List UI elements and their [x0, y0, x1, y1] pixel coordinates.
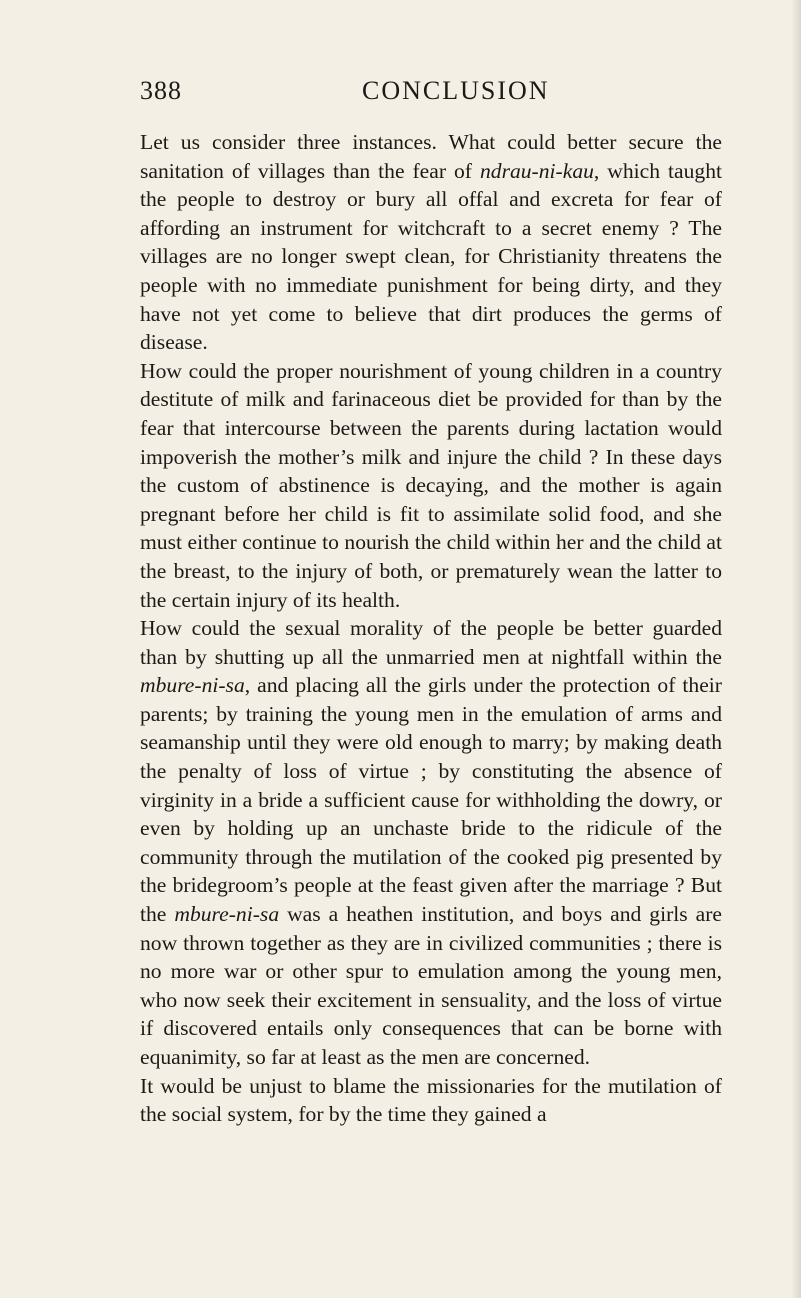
italic-term: mbure-ni-sa — [174, 902, 280, 927]
paragraph-morality — [140, 614, 722, 1072]
paragraph-missionaries: It would be unjust to blame the missionaries for the mutilation of the social system, for by the time they gained a — [140, 1073, 722, 1127]
paragraph-text: Let us consider three instances. What could better secure the sanitation of villages than the fear of — [140, 130, 722, 183]
paragraph-sanitation — [140, 128, 722, 357]
italic-term: ndrau-ni-kau — [479, 158, 594, 183]
paragraph-text: was a heathen institution, and boys and girls are now thrown together as they are in civilized communities ; there is no more war or other spur to emulation among the young men, who now seek their excitement in sensuality, and the loss of virtue if discovered entails only consequences that can be borne with equanimity, so far at least as the men are concerned. — [140, 902, 723, 1069]
paragraph-text: How could the sexual morality of the people be better guarded than by shutting up all the unmarried men at nightfall within the — [140, 616, 722, 669]
page-number: 388 — [140, 76, 182, 105]
page-edge-shadow — [791, 0, 801, 1298]
body-text — [140, 128, 722, 1129]
running-title: CONCLUSION — [362, 76, 550, 105]
paragraph-nourishment: How could the proper nourishment of young children in a country destitute of milk and farinaceous diet be provided for than by the fear that intercourse between the parents during lactation would impoverish the mother’s milk and injure the child ? In these days the custom of abstinence is decaying, and the mother is again pregnant before her child is fit to assimilate solid food, and she must either continue to nourish the child within her and the child at the breast, to the injury of both, or prematurely wean the latter to the certain injury of its health. — [140, 358, 722, 612]
running-head — [140, 76, 720, 110]
italic-term: mbure-ni-sa — [140, 673, 245, 698]
paragraph-text: , which taught the people to destroy or bury all offal and excreta for fear of affording an instrument for witchcraft to a secret enemy ? The villages are no longer swept clean, for Christianity threatens the people with no immediate punishment for being dirty, and they have not yet come to believe that dirt produces the germs of disease. — [140, 158, 722, 355]
paragraph-text: , and placing all the girls under the protection of their parents; by training the young men in the emulation of arms and seamanship until they were old enough to marry; by making death the penalty of loss of virtue ; by constituting the absence of virginity in a bride a sufficient cause for withholding the dowry, or even by holding up an unchaste bride to the ridicule of the community through the mutilation of the cooked pig presented by the bridegroom’s people at the feast given after the marriage ? But the — [140, 673, 722, 927]
